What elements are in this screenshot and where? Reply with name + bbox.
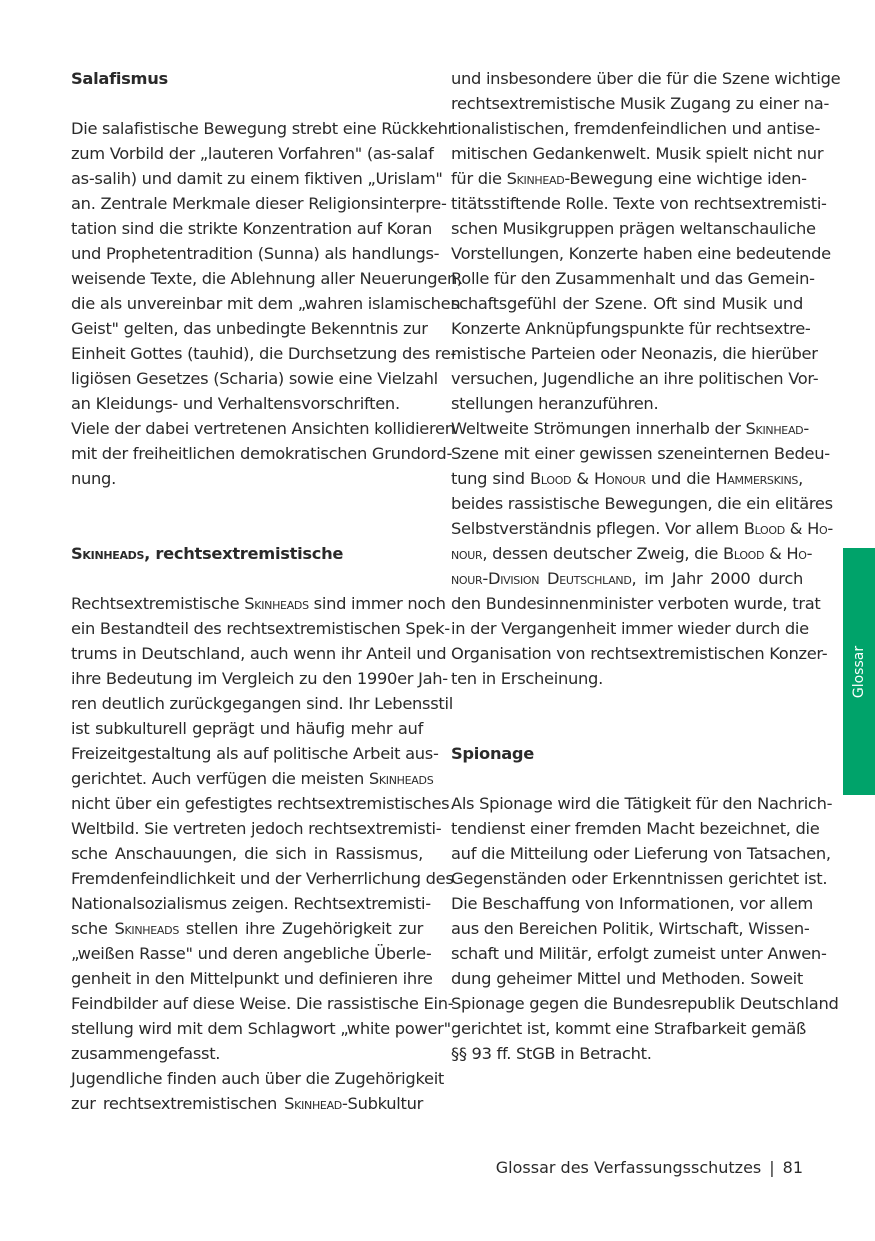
text-line: beides rassistische Bewegungen, die ein elitäres	[451, 494, 833, 513]
left-column	[71, 66, 462, 1116]
paragraph-spacer	[71, 491, 423, 516]
section-heading: Salafismus	[71, 69, 168, 88]
text-line: titätsstiftende Rolle. Texte von rechtsextremisti-	[451, 194, 827, 213]
text-line: Einheit Gottes (tauhid), die Durchsetzung des re-	[71, 344, 457, 363]
small-caps-term: Skinheads	[244, 594, 309, 613]
text-line: stellungen heranzuführen.	[451, 394, 659, 413]
text-line: Die salafistische Bewegung strebt eine Rückkehr	[71, 119, 455, 138]
text-line: die als unvereinbar mit dem „wahren islamischen	[71, 294, 461, 313]
text-line: Spionage gegen die Bundesrepublik Deutschland	[451, 994, 839, 1013]
small-caps-term: Hammerskins	[715, 469, 799, 488]
text-line: Weltbild. Sie vertreten jedoch rechtsextremisti-	[71, 819, 442, 838]
text-run: für die	[451, 169, 507, 188]
text-run: -	[803, 419, 809, 438]
text-line: mitischen Gedankenwelt. Musik spielt nicht nur	[451, 144, 824, 163]
text-run: ,	[798, 469, 803, 488]
text-run: Rechtsextremistische	[71, 594, 245, 613]
text-line: an. Zentrale Merkmale dieser Religionsinterpre-	[71, 194, 447, 213]
text-line: Freizeitgestaltung als auf politische Arbeit aus-	[71, 744, 439, 763]
text-line: Rolle für den Zusammenhalt und das Gemein-	[451, 269, 815, 288]
small-caps-term: Skinheads	[114, 919, 180, 938]
text-line: zum Vorbild der „lauteren Vorfahren" (as-salaf	[71, 144, 434, 163]
small-caps-term: Blood & Ho-	[743, 519, 833, 538]
text-line	[71, 591, 446, 616]
text-run: -Bewegung eine wichtige iden-	[564, 169, 807, 188]
text-line: Als Spionage wird die Tätigkeit für den Nachrich-	[451, 794, 833, 813]
page-number: 81	[782, 1158, 803, 1177]
text-line	[451, 466, 803, 491]
small-caps-term: nour	[451, 544, 483, 563]
text-line	[451, 516, 833, 541]
text-run: gerichtet. Auch verfügen die meisten	[71, 769, 369, 788]
small-caps-term: Skinheads	[71, 544, 145, 563]
text-line: genheit in den Mittelpunkt und definieren ihre	[71, 969, 433, 988]
small-caps-term: Blood & Honour	[530, 469, 646, 488]
text-line: tendienst einer fremden Macht bezeichnet, die	[451, 819, 820, 838]
text-line: stellung wird mit dem Schlagwort „white power"	[71, 1019, 451, 1038]
text-line	[71, 766, 434, 791]
text-line: schaftsgefühl der Szene. Oft sind Musik und	[451, 294, 803, 313]
text-line: ren deutlich zurückgegangen sind. Ihr Lebensstil	[71, 694, 453, 713]
text-line: sche Anschauungen, die sich in Rassismus,	[71, 844, 423, 863]
text-line	[451, 166, 807, 191]
footer-title: Glossar des Verfassungsschutzes	[495, 1158, 762, 1177]
text-line: ligiösen Gesetzes (Scharia) sowie eine Vielzahl	[71, 369, 438, 388]
text-line: und insbesondere über die für die Szene wichtige	[451, 69, 841, 88]
paragraph-spacer	[451, 766, 803, 791]
footer-separator: |	[769, 1158, 775, 1177]
text-line	[451, 416, 809, 441]
text-line: nung.	[71, 469, 116, 488]
text-line: Vorstellungen, Konzerte haben eine bedeutende	[451, 244, 831, 263]
text-line: mistische Parteien oder Neonazis, die hierüber	[451, 344, 818, 363]
text-line: rechtsextremistische Musik Zugang zu einer na-	[451, 94, 830, 113]
small-caps-term: Skinhead	[506, 169, 565, 188]
text-line: an Kleidungs- und Verhaltensvorschriften.	[71, 394, 400, 413]
text-line: auf die Mitteilung oder Lieferung von Tatsachen,	[451, 844, 831, 863]
text-run: sind immer noch	[308, 594, 446, 613]
text-run: , rechtsextremistische	[144, 544, 344, 563]
text-line	[71, 916, 423, 941]
paragraph-spacer	[71, 91, 423, 116]
text-line: „weißen Rasse" und deren angebliche Überle-	[71, 944, 432, 963]
paragraph-spacer	[71, 516, 423, 541]
text-line: ten in Erscheinung.	[451, 669, 603, 688]
text-line: zusammengefasst.	[71, 1044, 221, 1063]
text-line	[71, 1091, 423, 1116]
small-caps-term: Skinhead	[745, 419, 804, 438]
section-heading: Spionage	[451, 744, 535, 763]
text-line: Geist" gelten, das unbedingte Bekenntnis zur	[71, 319, 428, 338]
text-line: dung geheimer Mittel und Methoden. Soweit	[451, 969, 803, 988]
glossar-side-tab	[843, 548, 875, 795]
text-line: as-salih) und damit zu einem fiktiven „Urislam"	[71, 169, 443, 188]
text-run: zur rechtsextremistischen	[71, 1094, 285, 1113]
text-run: Weltweite Strömungen innerhalb der	[451, 419, 746, 438]
text-line: gerichtet ist, kommt eine Strafbarkeit gemäß	[451, 1019, 806, 1038]
text-run: stellen ihre Zugehörigkeit zur	[179, 919, 423, 938]
small-caps-term: nour-Division Deutschland	[451, 569, 632, 588]
section-heading	[71, 541, 423, 566]
text-run: , im Jahr 2000 durch	[631, 569, 804, 588]
text-line: Jugendliche finden auch über die Zugehörigkeit	[71, 1069, 445, 1088]
text-line	[451, 541, 813, 566]
text-line: und Prophetentradition (Sunna) als handlungs-	[71, 244, 440, 263]
page-footer	[496, 1157, 803, 1179]
paragraph-spacer	[451, 691, 803, 716]
paragraph-spacer	[451, 716, 803, 741]
text-line: nicht über ein gefestigtes rechtsextremistisches	[71, 794, 450, 813]
text-line: tionalistischen, fremdenfeindlichen und antise-	[451, 119, 821, 138]
text-line: Konzerte Anknüpfungspunkte für rechtsextre-	[451, 319, 811, 338]
text-line	[451, 566, 803, 591]
text-line: Die Beschaffung von Informationen, vor allem	[451, 894, 813, 913]
text-line: versuchen, Jugendliche an ihre politischen Vor-	[451, 369, 819, 388]
text-line: ist subkulturell geprägt und häufig mehr auf	[71, 719, 423, 738]
right-column	[451, 66, 841, 1066]
text-line: Fremdenfeindlichkeit und der Verherrlichung des	[71, 869, 454, 888]
small-caps-term: Blood & Ho-	[723, 544, 813, 563]
text-line: trums in Deutschland, auch wenn ihr Anteil und	[71, 644, 447, 663]
text-run: und die	[645, 469, 716, 488]
small-caps-term: Skinheads	[368, 769, 434, 788]
text-line: Viele der dabei vertretenen Ansichten kollidieren	[71, 419, 455, 438]
text-line: ihre Bedeutung im Vergleich zu den 1990er Jah-	[71, 669, 448, 688]
text-line: den Bundesinnenminister verboten wurde, trat	[451, 594, 821, 613]
text-line: weisende Texte, die Ablehnung aller Neuerungen,	[71, 269, 462, 288]
paragraph-spacer	[71, 566, 423, 591]
text-run: Selbstverständnis pflegen. Vor allem	[451, 519, 744, 538]
text-line: Feindbilder auf diese Weise. Die rassistische Ein-	[71, 994, 454, 1013]
text-line: ein Bestandteil des rechtsextremistischen Spek-	[71, 619, 450, 638]
text-line: §§ 93 ff. StGB in Betracht.	[451, 1044, 652, 1063]
text-line: mit der freiheitlichen demokratischen Grundord-	[71, 444, 453, 463]
side-tab-label: Glossar	[851, 645, 867, 698]
text-line: schaft und Militär, erfolgt zumeist unter Anwen-	[451, 944, 827, 963]
text-line: tation sind die strikte Konzentration auf Koran	[71, 219, 433, 238]
text-run: tung sind	[451, 469, 531, 488]
text-line: Gegenständen oder Erkenntnissen gerichtet ist.	[451, 869, 828, 888]
text-run: , dessen deutscher Zweig, die	[482, 544, 724, 563]
text-line: Nationalsozialismus zeigen. Rechtsextremisti-	[71, 894, 431, 913]
small-caps-term: Skinhead	[284, 1094, 342, 1113]
text-run: sche	[71, 919, 115, 938]
text-line: aus den Bereichen Politik, Wirtschaft, Wissen-	[451, 919, 810, 938]
text-line: schen Musikgruppen prägen weltanschauliche	[451, 219, 816, 238]
text-line: Szene mit einer gewissen szeneinternen Bedeu-	[451, 444, 830, 463]
text-line: in der Vergangenheit immer wieder durch die	[451, 619, 809, 638]
text-run: -Subkultur	[341, 1094, 423, 1113]
text-line: Organisation von rechtsextremistischen Konzer-	[451, 644, 828, 663]
